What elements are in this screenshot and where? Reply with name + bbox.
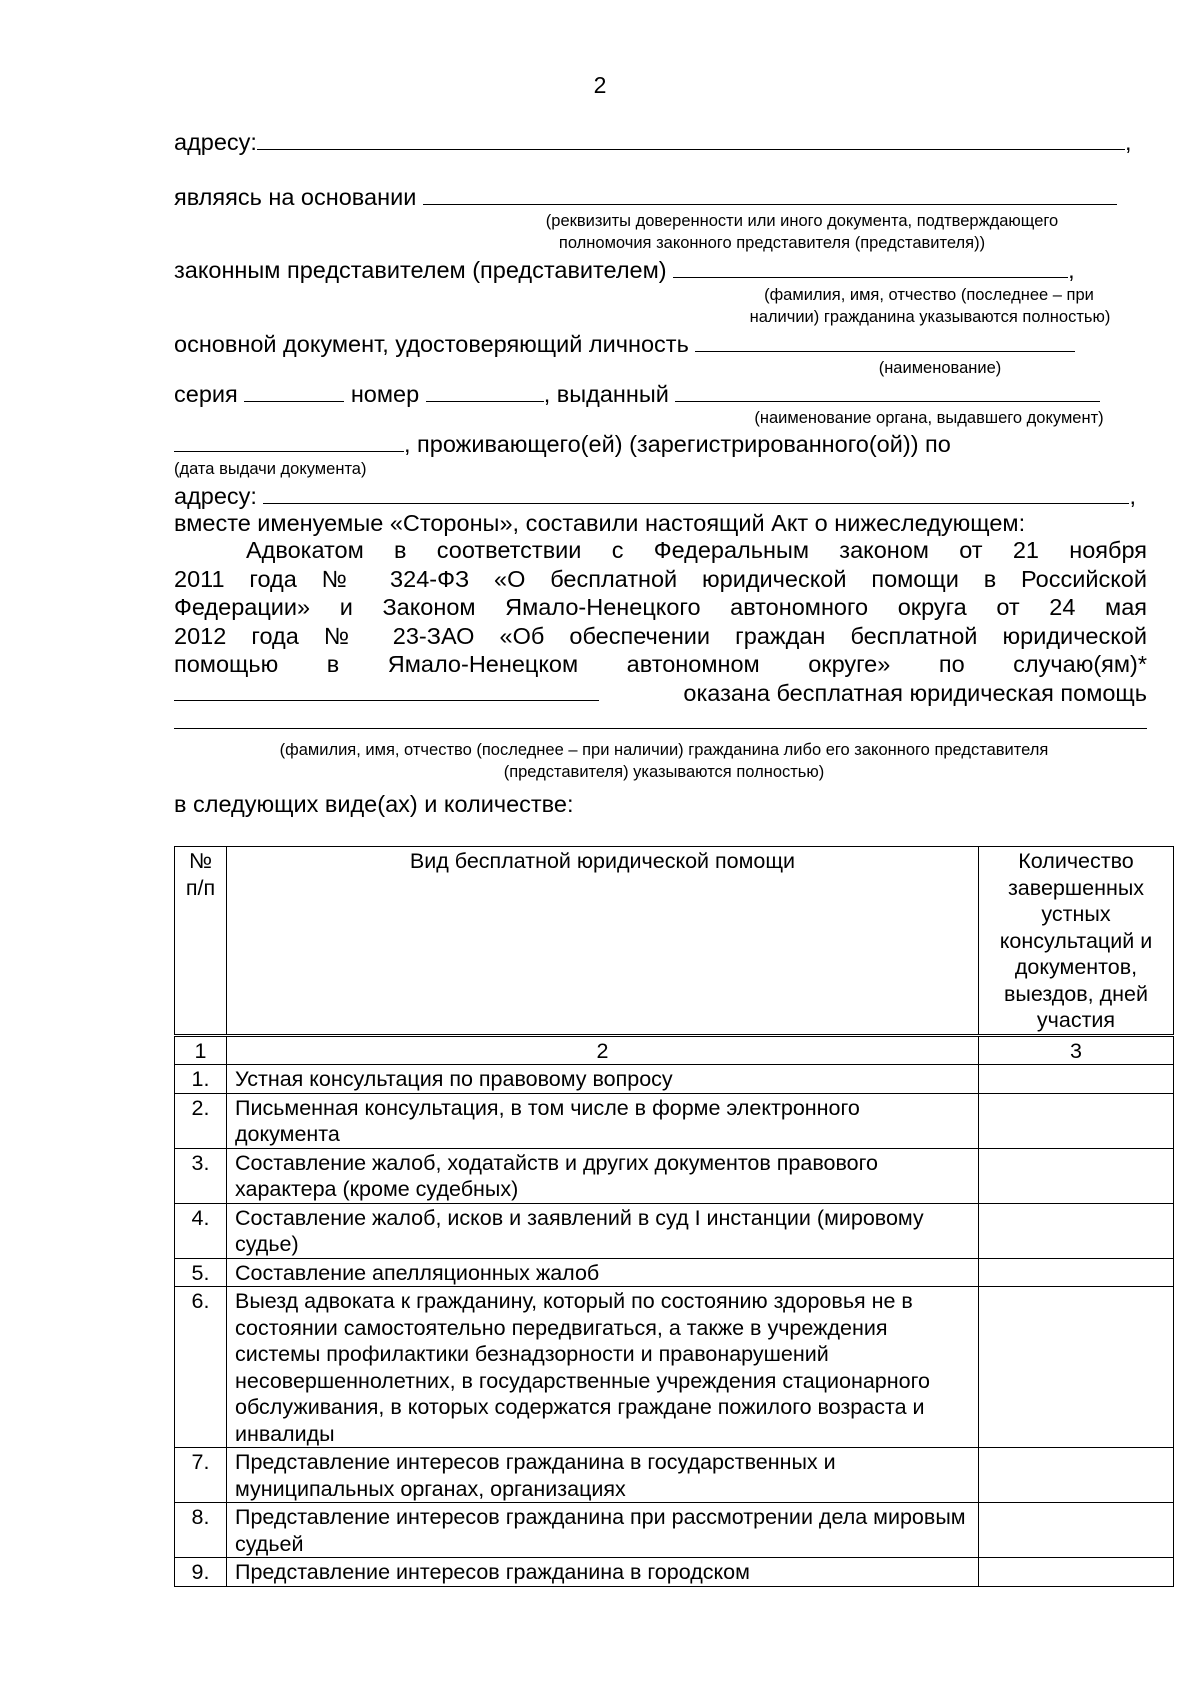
row-number: 4. [175,1203,227,1258]
row-quantity-cell[interactable] [979,1258,1174,1287]
header-type: Вид бесплатной юридической помощи [227,847,979,1036]
column-number: 2 [227,1035,979,1065]
row-number: 3. [175,1148,227,1203]
row-quantity-cell[interactable] [979,1287,1174,1448]
issued-blank [675,381,1100,402]
row-quantity-cell[interactable] [979,1448,1174,1503]
page-number: 2 [593,72,607,98]
citizen-line [174,707,1147,735]
address-label: адресу: [174,483,257,509]
paragraph-line: помощью в Ямало-Ненецком автономном округе» по случаю(ям)* [174,651,1147,677]
id-document-blank [695,331,1075,352]
row-quantity-cell[interactable] [979,1503,1174,1558]
basis-caption-2: полномочия законного представителя (представителя)) [558,234,986,252]
column-number: 3 [979,1035,1174,1065]
row-quantity-cell[interactable] [979,1203,1174,1258]
representative-blank [673,257,1068,278]
series-blank [244,381,344,402]
row-number: 7. [175,1448,227,1503]
row-quantity-cell[interactable] [979,1065,1174,1094]
row-text: Составление апелляционных жалоб [227,1258,979,1287]
column-number: 1 [175,1035,227,1065]
citizen-blank [174,708,1147,729]
column-number-row [175,1035,1174,1065]
comma: , [1124,129,1132,155]
issued-caption: (наименование органа, выдавшего документ) [754,409,1104,427]
paragraph-line: Адвокатом в соответствии с Федеральным законом от 21 ноября [246,537,1147,563]
cases-blank [174,680,599,701]
id-document-line [174,330,1075,358]
paragraph-line: 2012 года № 23-ЗАО «Об обеспечении граждан бесплатной юридической [174,622,1147,649]
id-document-label: основной документ, удостоверяющий личность [174,331,689,357]
row-number: 6. [175,1287,227,1448]
row-number: 5. [175,1258,227,1287]
address-line-1 [174,128,1131,156]
row-quantity-cell[interactable] [979,1148,1174,1203]
table-row [175,1503,1174,1558]
citizen-caption-1: (фамилия, имя, отчество (последнее – при наличии) гражданина либо его законного представителя [279,741,1049,759]
parties-line: вместе именуемые «Стороны», составили настоящий Акт о нижеследующем: [174,510,1026,536]
basis-caption-1: (реквизиты доверенности или иного документа, подтверждающего [545,212,1059,230]
representative-caption-2: наличии) гражданина указываются полностью) [749,308,1111,326]
row-number: 8. [175,1503,227,1558]
row-text: Представление интересов гражданина при рассмотрении дела мировым судьей [227,1503,979,1558]
representative-label: законным представителем (представителем) [174,257,667,283]
number-label: номер [350,381,420,407]
series-label: серия [174,381,238,407]
id-document-caption: (наименование) [878,359,1002,377]
row-text: Представление интересов гражданина в государственных и муниципальных органах, организациях [227,1448,979,1503]
table-row [175,1148,1174,1203]
row-quantity-cell[interactable] [979,1558,1174,1587]
basis-label: являясь на основании [174,184,417,210]
following-line: в следующих виде(ах) и количестве: [174,791,574,817]
row-text: Составление жалоб, исков и заявлений в суд I инстанции (мировому судье) [227,1203,979,1258]
row-number: 9. [175,1558,227,1587]
residence-text: , проживающего(ей) (зарегистрированного(ой)) по [404,431,951,457]
assistance-table [174,846,1174,1587]
row-number: 1. [175,1065,227,1094]
table-row [175,1448,1174,1503]
row-text: Выезд адвоката к гражданину, который по состоянию здоровья не в состоянии самостоятельно передвигаться, а также в учреждения системы профилактики безнадзорности и правонарушений несовершеннолетних, в государственные учреждения стационарного обслуживания, в которых содержатся граждане пожилого возраста и инвалиды [227,1287,979,1448]
issue-date-blank [174,431,404,452]
main-paragraph [174,536,1147,679]
issue-date-caption: (дата выдачи документа) [174,460,367,478]
address-line-2 [174,482,1136,510]
address-label: адресу: [174,129,257,155]
table-row [175,1258,1174,1287]
address-blank [257,129,1125,150]
comma: , [1068,257,1075,283]
row-text: Составление жалоб, ходатайств и других документов правового характера (кроме судебных) [227,1148,979,1203]
table-row [175,1203,1174,1258]
header-number: № п/п [175,847,227,1036]
comma: , [1129,483,1137,509]
table-row [175,1065,1174,1094]
paragraph-line: 2011 года № 324-ФЗ «О бесплатной юридической помощи в Российской [174,565,1147,592]
basis-blank [423,184,1117,205]
representative-caption-1: (фамилия, имя, отчество (последнее – при [764,286,1094,304]
representative-line [174,256,1075,284]
issued-label: , выданный [543,381,669,407]
row-quantity-cell[interactable] [979,1093,1174,1148]
row-number: 2. [175,1093,227,1148]
number-blank [426,381,544,402]
table-row [175,1558,1174,1587]
residence-line [174,430,951,458]
row-text: Письменная консультация, в том числе в форме электронного документа [227,1093,979,1148]
paragraph-line: оказана бесплатная юридическая помощь [683,680,1147,706]
table-row [175,1287,1174,1448]
basis-line [174,183,1117,211]
citizen-caption-2: (представителя) указываются полностью) [503,763,825,781]
row-text: Устная консультация по правовому вопросу [227,1065,979,1094]
paragraph-line: Федерации» и Законом Ямало-Ненецкого автономного округа от 24 мая [174,594,1147,620]
row-text: Представление интересов гражданина в городском [227,1558,979,1587]
paragraph-last-line [174,679,1147,707]
header-quantity: Количество завершенных устных консультаций и документов, выездов, дней участия [979,847,1174,1036]
table-header-row [175,847,1174,1036]
address-blank [263,483,1129,504]
table-row [175,1093,1174,1148]
series-line [174,380,1100,408]
